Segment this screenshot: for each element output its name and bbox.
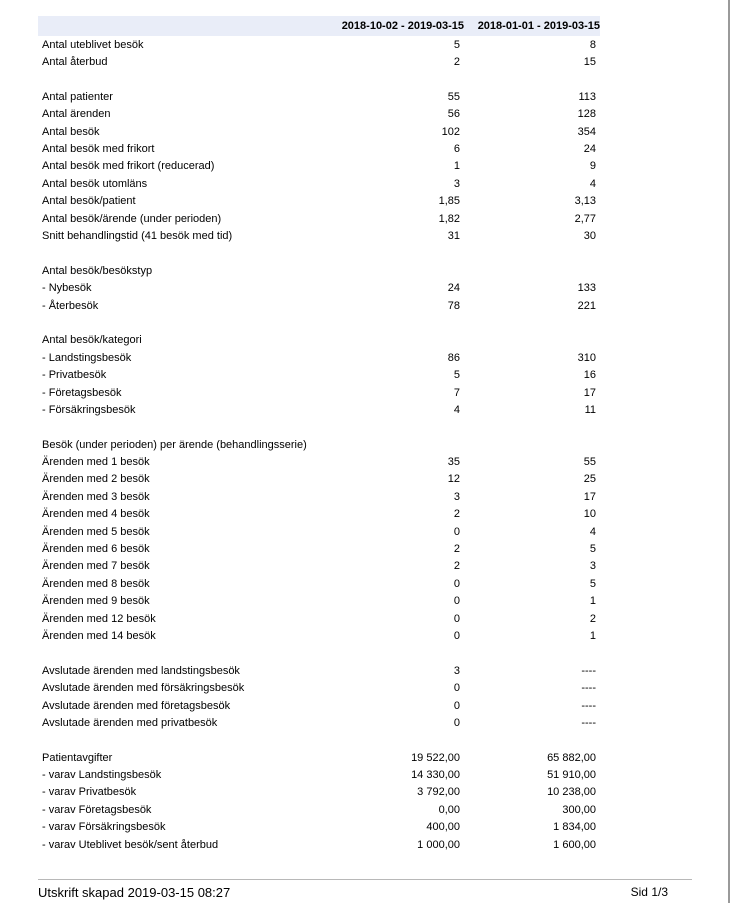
row-label: Avslutade ärenden med privatbesök bbox=[42, 716, 218, 729]
row-value-period-2: 24 bbox=[583, 143, 596, 156]
row-label: - Företagsbesök bbox=[42, 386, 122, 399]
report-row bbox=[38, 766, 600, 783]
row-value-period-2: 9 bbox=[589, 160, 596, 173]
row-value-period-1: 0 bbox=[453, 629, 460, 642]
report-row bbox=[38, 332, 600, 349]
report-row bbox=[38, 279, 600, 296]
row-value-period-2: 2,77 bbox=[574, 212, 596, 225]
row-value-period-1: 1,85 bbox=[438, 195, 460, 208]
page-number: Sid 1/3 bbox=[630, 885, 668, 899]
row-label: Besök (under perioden) per ärende (behandlingsserie) bbox=[42, 438, 307, 451]
row-value-period-2: 65 882,00 bbox=[547, 751, 596, 764]
report-row bbox=[38, 801, 600, 818]
report-row bbox=[38, 523, 600, 540]
row-value-period-1: 1 bbox=[453, 160, 460, 173]
row-value-period-1: 400,00 bbox=[426, 821, 460, 834]
report-row bbox=[38, 697, 600, 714]
row-value-period-2: 4 bbox=[589, 177, 596, 190]
report-row bbox=[38, 227, 600, 244]
section-spacer bbox=[38, 732, 600, 749]
row-label: Ärenden med 12 besök bbox=[42, 612, 156, 625]
row-value-period-1: 31 bbox=[447, 229, 460, 242]
report-row bbox=[38, 36, 600, 53]
row-label: Ärenden med 5 besök bbox=[42, 525, 150, 538]
row-value-period-1: 0 bbox=[453, 595, 460, 608]
header-period-1: 2018-10-02 - 2019-03-15 bbox=[341, 20, 464, 32]
report-row bbox=[38, 193, 600, 210]
row-label: Ärenden med 6 besök bbox=[42, 543, 150, 556]
report-row bbox=[38, 593, 600, 610]
report-row bbox=[38, 679, 600, 696]
row-label: - Försäkringsbesök bbox=[42, 403, 136, 416]
row-value-period-1: 0,00 bbox=[438, 803, 460, 816]
report-row bbox=[38, 262, 600, 279]
row-value-period-1: 78 bbox=[447, 299, 460, 312]
report-row bbox=[38, 88, 600, 105]
section-spacer bbox=[38, 314, 600, 331]
row-value-period-1: 0 bbox=[453, 716, 460, 729]
row-value-period-2: 1 bbox=[589, 595, 596, 608]
row-label: - varav Privatbesök bbox=[42, 786, 137, 799]
report-row bbox=[38, 471, 600, 488]
row-label: Ärenden med 7 besök bbox=[42, 560, 150, 573]
row-label: - Landstingsbesök bbox=[42, 351, 132, 364]
row-value-period-1: 0 bbox=[453, 682, 460, 695]
row-value-period-1: 1,82 bbox=[438, 212, 460, 225]
row-value-period-1: 5 bbox=[453, 38, 460, 51]
page-footer bbox=[38, 879, 692, 900]
report-row bbox=[38, 384, 600, 401]
row-value-period-2: 354 bbox=[577, 125, 596, 138]
row-label: - varav Landstingsbesök bbox=[42, 769, 162, 782]
row-value-period-2: 5 bbox=[589, 577, 596, 590]
row-label: - Återbesök bbox=[42, 299, 99, 312]
row-value-period-2: 25 bbox=[583, 473, 596, 486]
report-row bbox=[38, 158, 600, 175]
report-row bbox=[38, 349, 600, 366]
row-value-period-2: 221 bbox=[577, 299, 596, 312]
report-row bbox=[38, 558, 600, 575]
row-label: Antal besök med frikort bbox=[42, 143, 155, 156]
section-spacer bbox=[38, 245, 600, 262]
report-row bbox=[38, 540, 600, 557]
row-value-period-1: 55 bbox=[447, 90, 460, 103]
row-label: Patientavgifter bbox=[42, 751, 113, 764]
row-value-period-1: 14 330,00 bbox=[411, 769, 460, 782]
row-value-period-1: 24 bbox=[447, 282, 460, 295]
row-value-period-1: 7 bbox=[453, 386, 460, 399]
report-row bbox=[38, 123, 600, 140]
row-value-period-1: 35 bbox=[447, 456, 460, 469]
report-row bbox=[38, 575, 600, 592]
row-label: Antal besök med frikort (reducerad) bbox=[42, 160, 215, 173]
row-label: Antal besök/ärende (under perioden) bbox=[42, 212, 222, 225]
row-value-period-2: 30 bbox=[583, 229, 596, 242]
report-row bbox=[38, 506, 600, 523]
row-label: Antal patienter bbox=[42, 90, 113, 103]
row-label: Avslutade ärenden med företagsbesök bbox=[42, 699, 231, 712]
report-row bbox=[38, 714, 600, 731]
row-value-period-1: 102 bbox=[441, 125, 460, 138]
row-value-period-2: 128 bbox=[577, 108, 596, 121]
report-row bbox=[38, 784, 600, 801]
row-label: Antal besök/besökstyp bbox=[42, 264, 153, 277]
row-label: - Privatbesök bbox=[42, 369, 107, 382]
row-value-period-1: 0 bbox=[453, 612, 460, 625]
row-label: Antal besök/kategori bbox=[42, 334, 142, 347]
row-value-period-2: 113 bbox=[578, 90, 596, 103]
row-value-period-1: 2 bbox=[453, 543, 460, 556]
row-label: Antal återbud bbox=[42, 56, 108, 69]
row-label: - Nybesök bbox=[42, 282, 92, 295]
row-value-period-2: 17 bbox=[583, 490, 596, 503]
section-spacer bbox=[38, 645, 600, 662]
row-value-period-1: 19 522,00 bbox=[411, 751, 460, 764]
row-value-period-2: 16 bbox=[583, 369, 596, 382]
row-value-period-1: 5 bbox=[453, 369, 460, 382]
row-label: Ärenden med 4 besök bbox=[42, 508, 150, 521]
row-value-period-1: 86 bbox=[447, 351, 460, 364]
report-row bbox=[38, 836, 600, 853]
row-value-period-1: 2 bbox=[453, 56, 460, 69]
row-value-period-1: 0 bbox=[453, 525, 460, 538]
row-label: Antal ärenden bbox=[42, 108, 111, 121]
row-label: Avslutade ärenden med landstingsbesök bbox=[42, 664, 240, 677]
row-value-period-1: 3 792,00 bbox=[417, 786, 460, 799]
row-value-period-1: 3 bbox=[453, 177, 460, 190]
row-label: Ärenden med 14 besök bbox=[42, 629, 156, 642]
row-value-period-1: 6 bbox=[453, 143, 460, 156]
report-row bbox=[38, 819, 600, 836]
row-value-period-2: 1 834,00 bbox=[553, 821, 596, 834]
report-table bbox=[38, 16, 600, 853]
report-row bbox=[38, 749, 600, 766]
row-value-period-1: 1 000,00 bbox=[417, 838, 460, 851]
report-row bbox=[38, 453, 600, 470]
row-value-period-2: 2 bbox=[589, 612, 596, 625]
row-label: Antal besök bbox=[42, 125, 100, 138]
report-row bbox=[38, 53, 600, 70]
row-value-period-2: 3,13 bbox=[574, 195, 596, 208]
row-value-period-2: ---- bbox=[581, 664, 596, 677]
report-row bbox=[38, 436, 600, 453]
row-value-period-2: 51 910,00 bbox=[547, 769, 596, 782]
row-label: Ärenden med 8 besök bbox=[42, 577, 150, 590]
row-value-period-1: 3 bbox=[453, 664, 460, 677]
row-label: Ärenden med 9 besök bbox=[42, 595, 150, 608]
row-label: Ärenden med 3 besök bbox=[42, 490, 150, 503]
row-value-period-2: ---- bbox=[581, 682, 596, 695]
report-row bbox=[38, 140, 600, 157]
row-value-period-2: 300,00 bbox=[562, 803, 596, 816]
row-value-period-2: 15 bbox=[583, 56, 596, 69]
row-value-period-2: 1 600,00 bbox=[553, 838, 596, 851]
row-label: - varav Uteblivet besök/sent återbud bbox=[42, 838, 219, 851]
report-row bbox=[38, 366, 600, 383]
row-value-period-1: 2 bbox=[453, 560, 460, 573]
row-value-period-2: 310 bbox=[577, 351, 596, 364]
report-row bbox=[38, 610, 600, 627]
row-label: Ärenden med 2 besök bbox=[42, 473, 150, 486]
row-value-period-2: 55 bbox=[583, 456, 596, 469]
print-timestamp: Utskrift skapad 2019-03-15 08:27 bbox=[38, 885, 231, 900]
row-label: Snitt behandlingstid (41 besök med tid) bbox=[42, 229, 233, 242]
row-value-period-1: 3 bbox=[453, 490, 460, 503]
report-row bbox=[38, 210, 600, 227]
row-label: Ärenden med 1 besök bbox=[42, 456, 150, 469]
row-label: Antal besök utomläns bbox=[42, 177, 148, 190]
row-value-period-1: 0 bbox=[453, 699, 460, 712]
row-value-period-2: 133 bbox=[577, 282, 596, 295]
row-value-period-2: 10 238,00 bbox=[547, 786, 596, 799]
report-header-row bbox=[38, 16, 600, 36]
row-value-period-2: 10 bbox=[583, 508, 596, 521]
row-value-period-2: ---- bbox=[581, 699, 596, 712]
report-sections bbox=[38, 36, 600, 853]
row-value-period-2: 11 bbox=[584, 403, 596, 416]
row-value-period-2: ---- bbox=[581, 716, 596, 729]
report-row bbox=[38, 175, 600, 192]
row-value-period-1: 12 bbox=[447, 473, 460, 486]
row-value-period-2: 8 bbox=[589, 38, 596, 51]
row-value-period-2: 17 bbox=[583, 386, 596, 399]
report-row bbox=[38, 297, 600, 314]
row-value-period-2: 4 bbox=[589, 525, 596, 538]
row-value-period-1: 4 bbox=[453, 403, 460, 416]
row-value-period-1: 0 bbox=[453, 577, 460, 590]
row-label: - varav Företagsbesök bbox=[42, 803, 152, 816]
row-label: Avslutade ärenden med försäkringsbesök bbox=[42, 682, 245, 695]
report-row bbox=[38, 401, 600, 418]
row-value-period-2: 3 bbox=[589, 560, 596, 573]
row-value-period-1: 56 bbox=[447, 108, 460, 121]
report-row bbox=[38, 662, 600, 679]
row-value-period-1: 2 bbox=[453, 508, 460, 521]
row-value-period-2: 5 bbox=[589, 543, 596, 556]
row-label: - varav Försäkringsbesök bbox=[42, 821, 166, 834]
row-value-period-2: 1 bbox=[589, 629, 596, 642]
section-spacer bbox=[38, 419, 600, 436]
section-spacer bbox=[38, 71, 600, 88]
header-period-2: 2018-01-01 - 2019-03-15 bbox=[477, 20, 600, 32]
report-row bbox=[38, 106, 600, 123]
report-row bbox=[38, 488, 600, 505]
report-row bbox=[38, 627, 600, 644]
page-edge bbox=[728, 0, 730, 903]
row-label: Antal uteblivet besök bbox=[42, 38, 144, 51]
row-label: Antal besök/patient bbox=[42, 195, 136, 208]
